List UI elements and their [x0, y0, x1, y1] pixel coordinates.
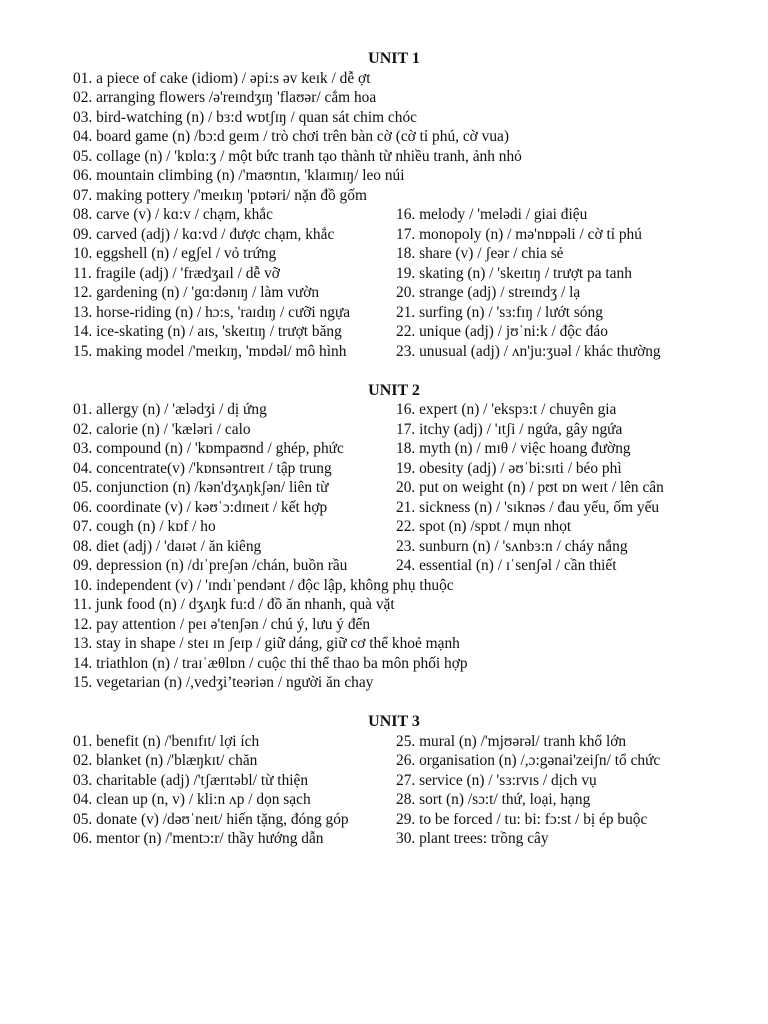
- vocab-entry: 05. collage (n) / 'kɒlɑ:ʒ / một bức tranh tạo thành từ nhiều tranh, ảnh nhỏ: [73, 147, 522, 165]
- vocab-entry: 10. eggshell (n) / egʃel / vỏ trứng: [73, 245, 277, 262]
- vocab-entry: 28. sort (n) /sɔ:t/ thứ, loại, hạng: [396, 791, 591, 808]
- unit-1-title: UNIT 1: [368, 50, 420, 67]
- vocab-entry: 22. unique (adj) / jʊˈni:k / độc đáo: [396, 323, 608, 340]
- vocab-entry: 23. sunburn (n) / 'sʌnbɜ:n / cháy nắng: [396, 537, 628, 555]
- vocab-entry: 02. arranging flowers /ə'reɪndʒɪŋ 'flaʊər/ cắm hoa: [73, 89, 377, 106]
- vocab-entry: 06. mentor (n) /'mentɔ:r/ thầy hướng dẫn: [73, 830, 324, 847]
- unit-2-right-column: [396, 400, 713, 576]
- vocab-entry: 09. depression (n) /dɪˈpreʃən /chán, buồn rầu: [73, 557, 348, 574]
- vocab-entry: 01. allergy (n) / 'ælədʒi / dị ứng: [73, 401, 267, 418]
- vocab-entry: 19. obesity (adj) / əʊˈbi:sɪti / béo phì: [396, 459, 622, 477]
- unit-2-two-column-list: [73, 400, 713, 576]
- vocab-entry: 11. junk food (n) / dʒʌŋk fu:d / đồ ăn nhanh, quà vặt: [73, 596, 395, 613]
- vocab-entry: 01. a piece of cake (idiom) / əpi:s əv keɪk / dễ ợt: [73, 69, 371, 87]
- vocab-entry: 06. mountain climbing (n) /'maʊntɪn, 'klaɪmɪŋ/ leo núi: [73, 167, 405, 184]
- vocab-entry: 25. mural (n) /'mjʊərəl/ tranh khổ lớn: [396, 732, 627, 750]
- vocab-entry: 05. donate (v) /dəʊˈneɪt/ hiến tặng, đóng góp: [73, 810, 349, 828]
- vocab-entry: 24. essential (n) / ɪˈsenʃəl / cần thiết: [396, 557, 617, 574]
- unit-1-full-width-list: [73, 69, 713, 206]
- vocab-entry: 20. put on weight (n) / pʊt ɒn weɪt / lên cân: [396, 479, 664, 496]
- vocab-entry: 16. melody / 'melədi / giai điệu: [396, 206, 588, 223]
- unit-2-full-width-list: [73, 576, 713, 693]
- vocab-entry: 29. to be forced / tu: bi: fɔ:st / bị ép buộc: [396, 810, 648, 828]
- vocab-entry: 26. organisation (n) /,ɔ:gənai'zeiʃn/ tổ chức: [396, 752, 661, 769]
- vocab-entry: 20. strange (adj) / streɪndʒ / lạ: [396, 284, 581, 301]
- vocabulary-page: [73, 49, 713, 849]
- unit-3-left-column: [73, 732, 396, 849]
- vocab-entry: 07. making pottery /'meɪkɪŋ 'pɒtəri/ nặn đồ gốm: [73, 186, 367, 204]
- vocab-entry: 06. coordinate (v) / kəʊˈɔ:dɪneɪt / kết hợp: [73, 498, 328, 516]
- unit-1-two-column-list: [73, 205, 713, 361]
- vocab-entry: 15. making model /'meɪkɪŋ, 'mɒdəl/ mô hình: [73, 342, 347, 360]
- vocab-entry: 04. board game (n) /bɔ:d geɪm / trò chơi trên bàn cờ (cờ tỉ phú, cờ vua): [73, 128, 509, 145]
- vocab-entry: 22. spot (n) /spɒt / mụn nhọt: [396, 518, 572, 535]
- unit-3-two-column-list: [73, 732, 713, 849]
- vocab-entry: 11. fragile (adj) / 'frædʒaɪl / dễ vỡ: [73, 264, 280, 282]
- vocab-entry: 13. stay in shape / steɪ ɪn ʃeɪp / giữ dáng, giữ cơ thể khoẻ mạnh: [73, 635, 460, 652]
- vocab-entry: 04. concentrate(v) /'kɒnsəntreɪt / tập trung: [73, 459, 332, 477]
- unit-1-left-column: [73, 205, 396, 361]
- section-spacer: [73, 693, 713, 713]
- vocab-entry: 23. unusual (adj) / ʌn'ju:ʒuəl / khác thường: [396, 342, 661, 360]
- vocab-entry: 13. horse-riding (n) / hɔ:s, 'raɪdɪŋ / cưỡi ngựa: [73, 303, 351, 321]
- vocab-entry: 02. calorie (n) / 'kæləri / calo: [73, 420, 251, 438]
- vocab-entry: 01. benefit (n) /'benɪfɪt/ lợi ích: [73, 732, 260, 750]
- vocab-entry: 14. triathlon (n) / traɪˈæθlɒn / cuộc thi thể thao ba môn phối hợp: [73, 654, 468, 672]
- unit-2-left-column: [73, 400, 396, 576]
- vocab-entry: 18. share (v) / ʃeər / chia sẻ: [396, 245, 564, 262]
- vocab-entry: 10. independent (v) / 'ɪndɪˈpendənt / độc lập, không phụ thuộc: [73, 576, 454, 594]
- vocab-entry: 21. surfing (n) / 'sɜ:fɪŋ / lướt sóng: [396, 303, 603, 321]
- vocab-entry: 15. vegetarian (n) /,vedʒi’teəriən / người ăn chay: [73, 674, 374, 691]
- unit-3-right-column: [396, 732, 713, 849]
- vocab-entry: 04. clean up (n, v) / kli:n ʌp / dọn sạch: [73, 791, 311, 808]
- vocab-entry: 17. itchy (adj) / 'ɪtʃi / ngứa, gây ngứa: [396, 420, 623, 438]
- vocab-entry: 30. plant trees: trồng cây: [396, 830, 549, 847]
- vocab-entry: 21. sickness (n) / 'sɪknəs / đau yếu, ốm yếu: [396, 498, 660, 516]
- vocab-entry: 09. carved (adj) / kɑ:vd / được chạm, khắc: [73, 225, 335, 243]
- vocab-entry: 27. service (n) / 'sɜ:rvɪs / dịch vụ: [396, 771, 597, 789]
- section-spacer: [73, 361, 713, 381]
- vocab-entry: 12. gardening (n) / 'gɑ:dənɪŋ / làm vườn: [73, 284, 320, 301]
- vocab-entry: 17. monopoly (n) / mə'nɒpəli / cờ tỉ phú: [396, 225, 642, 243]
- vocab-entry: 16. expert (n) / 'ekspɜ:t / chuyên gia: [396, 401, 617, 418]
- vocab-entry: 14. ice-skating (n) / aɪs, 'skeɪtɪŋ / trượt băng: [73, 323, 342, 340]
- vocab-entry: 03. charitable (adj) /'tʃærɪtəbl/ từ thiện: [73, 771, 309, 789]
- unit-3-title: UNIT 3: [368, 713, 420, 730]
- vocab-entry: 18. myth (n) / mɪθ / việc hoang đường: [396, 440, 631, 457]
- vocab-entry: 02. blanket (n) /'blæŋkɪt/ chăn: [73, 752, 258, 769]
- vocab-entry: 08. carve (v) / kɑ:v / chạm, khắc: [73, 206, 273, 223]
- vocab-entry: 12. pay attention / peɪ ə'tenʃən / chú ý, lưu ý đến: [73, 615, 371, 633]
- unit-2-title: UNIT 2: [368, 381, 420, 399]
- vocab-entry: 03. bird-watching (n) / bɜ:d wɒtʃɪŋ / quan sát chim chóc: [73, 108, 417, 126]
- vocab-entry: 05. conjunction (n) /kən'dʒʌŋkʃən/ liên từ: [73, 479, 329, 496]
- vocab-entry: 08. diet (adj) / 'daɪət / ăn kiêng: [73, 537, 262, 555]
- unit-1-right-column: [396, 205, 713, 361]
- vocab-entry: 03. compound (n) / 'kɒmpaʊnd / ghép, phức: [73, 440, 344, 457]
- vocab-entry: 19. skating (n) / 'skeɪtɪŋ / trượt pa tanh: [396, 264, 632, 282]
- vocab-entry: 07. cough (n) / kɒf / ho: [73, 518, 216, 535]
